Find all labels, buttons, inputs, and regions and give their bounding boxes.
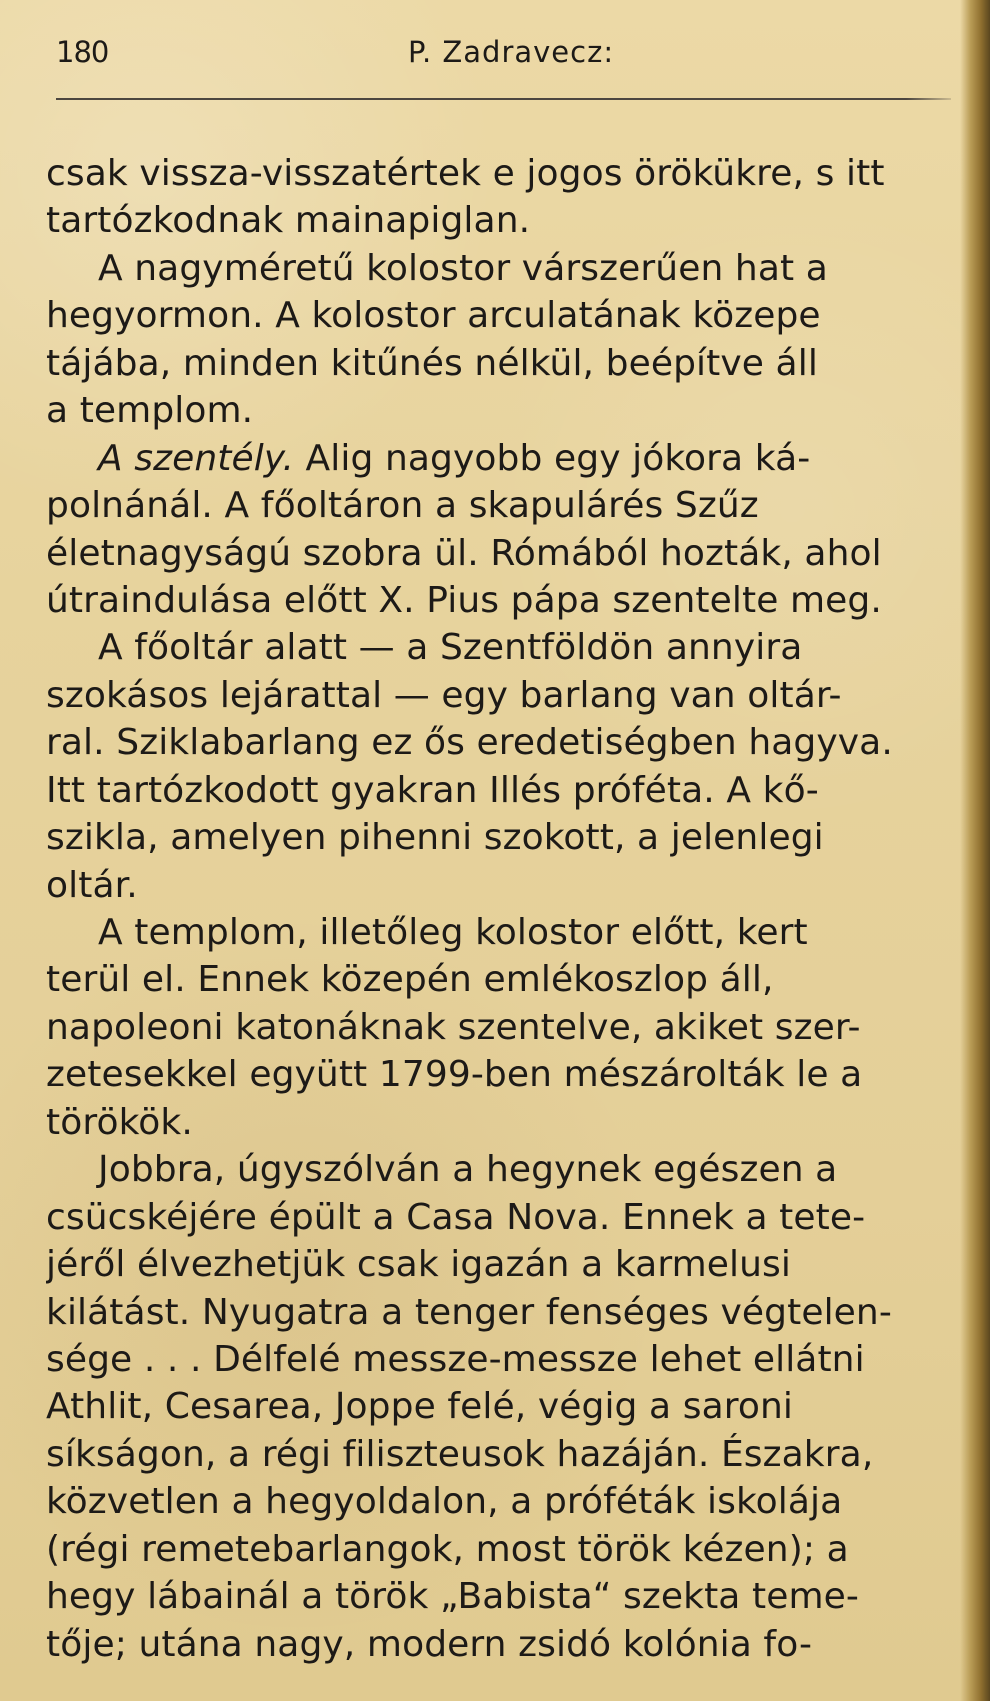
section-lead: A szentély. [98, 437, 295, 479]
text-line: terül el. Ennek közepén emlékoszlop áll, [46, 959, 774, 1001]
running-title: P. Zadravecz: [408, 35, 615, 69]
text-line: útraindulása előtt X. Pius pápa szentelte meg. [46, 579, 882, 621]
body-text [46, 150, 941, 1668]
header-rule [56, 98, 951, 100]
text-line: oltár. [46, 864, 138, 906]
text-line: közvetlen a hegyoldalon, a próféták iskolája [46, 1481, 843, 1523]
page-number: 180 [56, 35, 109, 69]
text-line: szikla, amelyen pihenni szokott, a jelenlegi [46, 817, 824, 859]
text-line: Athlit, Cesarea, Joppe felé, végig a saroni [46, 1386, 794, 1428]
text-line: a templom. [46, 390, 254, 432]
text-line: tartózkodnak mainapiglan. [46, 200, 531, 242]
text-line: ral. Sziklabarlang ez ős eredetiségben hagyva. [46, 722, 893, 764]
text-line: A templom, illetőleg kolostor előtt, kert [98, 912, 808, 953]
text-line: napoleoni katonáknak szentelve, akiket szer- [46, 1006, 861, 1048]
text-line: síkságon, a régi filiszteusok hazáján. Északra, [46, 1433, 874, 1475]
text-line: szokásos lejárattal — egy barlang van oltár- [46, 674, 842, 716]
text-span: Alig nagyobb egy jókora ká- [294, 437, 811, 479]
page-edge [960, 0, 990, 1701]
text-line: A főoltár alatt — a Szentföldön annyira [98, 627, 803, 669]
page-header [56, 35, 956, 102]
text-line: jéről élvezhetjük csak igazán a karmelusi [46, 1244, 791, 1286]
text-line: hegyormon. A kolostor arculatának közepe [46, 295, 821, 337]
text-line: zetesekkel együtt 1799-ben mészárolták le a [46, 1054, 863, 1096]
text-line: csücskéjére épült a Casa Nova. Ennek a tete- [46, 1196, 866, 1238]
text-line: tájába, minden kitűnés nélkül, beépítve áll [46, 342, 818, 384]
text-line: tője; utána nagy, modern zsidó kolónia fo- [46, 1623, 813, 1665]
text-line: (régi remetebarlangok, most török kézen); a [46, 1528, 849, 1570]
text-line: polnánál. A főoltáron a skapulárés Szűz [46, 485, 759, 527]
text-line: csak vissza-visszatértek e jogos örökükre, s itt [46, 153, 885, 194]
text-line: életnagyságú szobra ül. Rómából hozták, ahol [46, 532, 882, 574]
text-line: Itt tartózkodott gyakran Illés próféta. A kő- [46, 769, 819, 811]
text-line [46, 435, 941, 482]
text-line: A nagyméretű kolostor várszerűen hat a [98, 247, 828, 289]
text-line: Jobbra, úgyszólván a hegynek egészen a [98, 1149, 838, 1191]
text-line: törökök. [46, 1101, 193, 1143]
text-line: kilátást. Nyugatra a tenger fenséges végtelen- [46, 1291, 892, 1333]
text-line: sége . . . Délfelé messze-messze lehet ellátni [46, 1338, 865, 1380]
text-line: hegy lábainál a török „Babista“ szekta teme- [46, 1576, 859, 1618]
